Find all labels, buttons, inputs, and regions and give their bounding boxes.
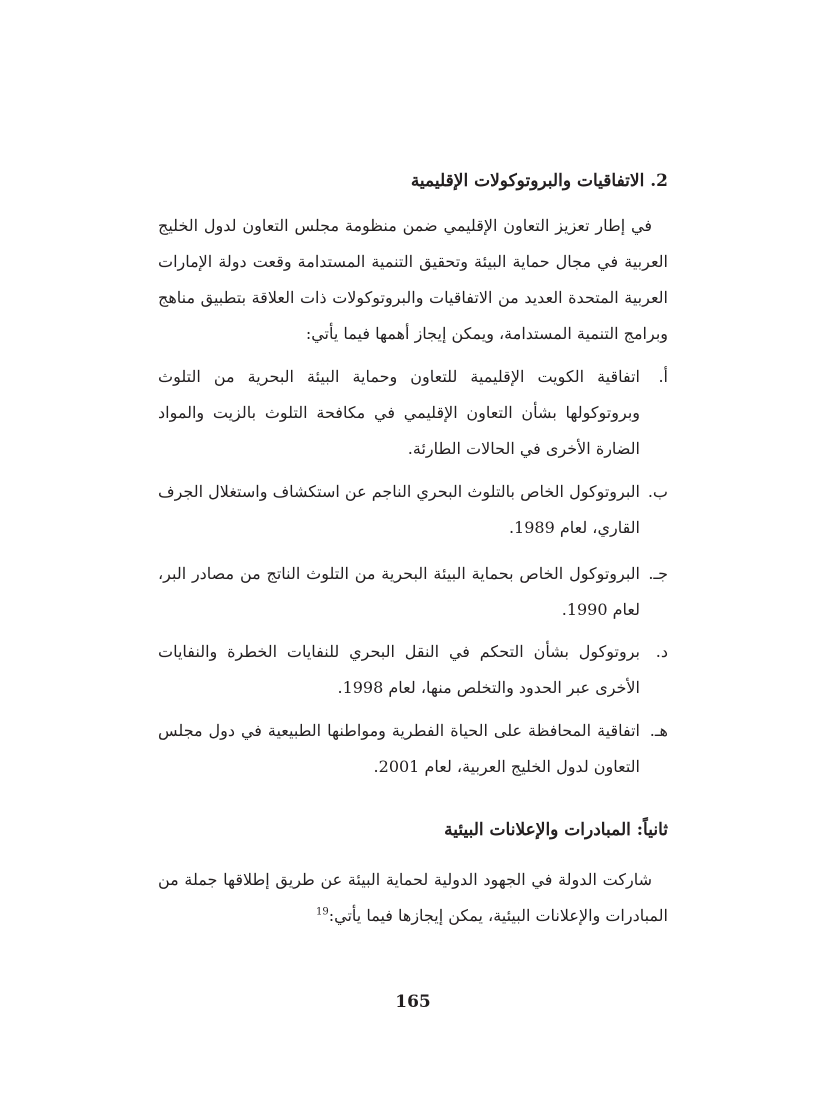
- list-marker: د.: [655, 642, 668, 661]
- initiatives-intro-text: شاركت الدولة في الجهود الدولية لحماية البيئة عن طريق إطلاقها جملة من المبادرات والإعلانات البيئية، يمكن إيجازها فيما يأتي:: [158, 870, 668, 925]
- list-item: [158, 359, 668, 467]
- document-page: [158, 0, 668, 1109]
- agreements-intro-paragraph: [158, 208, 668, 352]
- initiatives-intro-paragraph: [158, 862, 668, 934]
- list-marker: ب.: [647, 482, 668, 501]
- section-heading-initiatives: ثانياً: المبادرات والإعلانات البيئية: [444, 820, 668, 840]
- list-item-text: البروتوكول الخاص بحماية البيئة البحرية من التلوث الناتج من مصادر البر، لعام 1990.: [158, 564, 640, 619]
- agreements-intro-text: في إطار تعزيز التعاون الإقليمي ضمن منظومة مجلس التعاون لدول الخليج العربية في مجال حماية البيئة وتحقيق التنمية المستدامة وقعت دولة الإمارات العربية المتحدة العديد من الاتفاقيات والبروتوكولات ذات العلاقة بتطبيق مناهج وبرامج التنمية المستدامة، ويمكن إيجاز أهمها فيما يأتي:: [158, 216, 668, 343]
- page-number: 165: [395, 992, 431, 1012]
- list-marker: أ.: [658, 367, 668, 386]
- list-item: [158, 713, 668, 785]
- list-item-text: البروتوكول الخاص بالتلوث البحري الناجم عن استكشاف واستغلال الجرف القاري، لعام 1989.: [158, 482, 640, 537]
- list-item-text: بروتوكول بشأن التحكم في النقل البحري للنفايات الخطرة والنفايات الأخرى عبر الحدود والتخلص منها، لعام 1998.: [158, 642, 640, 697]
- footnote-reference: 19: [315, 906, 329, 918]
- list-marker: جـ.: [648, 564, 668, 583]
- list-item: [158, 634, 668, 706]
- section-heading-agreements: 2. الاتفاقيات والبروتوكولات الإقليمية: [410, 171, 668, 191]
- list-item: [158, 556, 668, 628]
- list-item-text: اتفاقية الكويت الإقليمية للتعاون وحماية البيئة البحرية من التلوث وبروتوكولها بشأن التعاون الإقليمي في مكافحة التلوث بالزيت والمواد الضارة الأخرى في الحالات الطارئة.: [158, 367, 640, 458]
- list-marker: هـ.: [649, 721, 668, 740]
- list-item-text: اتفاقية المحافظة على الحياة الفطرية ومواطنها الطبيعية في دول مجلس التعاون لدول الخليج العربية، لعام 2001.: [158, 721, 641, 776]
- list-item: [158, 474, 668, 546]
